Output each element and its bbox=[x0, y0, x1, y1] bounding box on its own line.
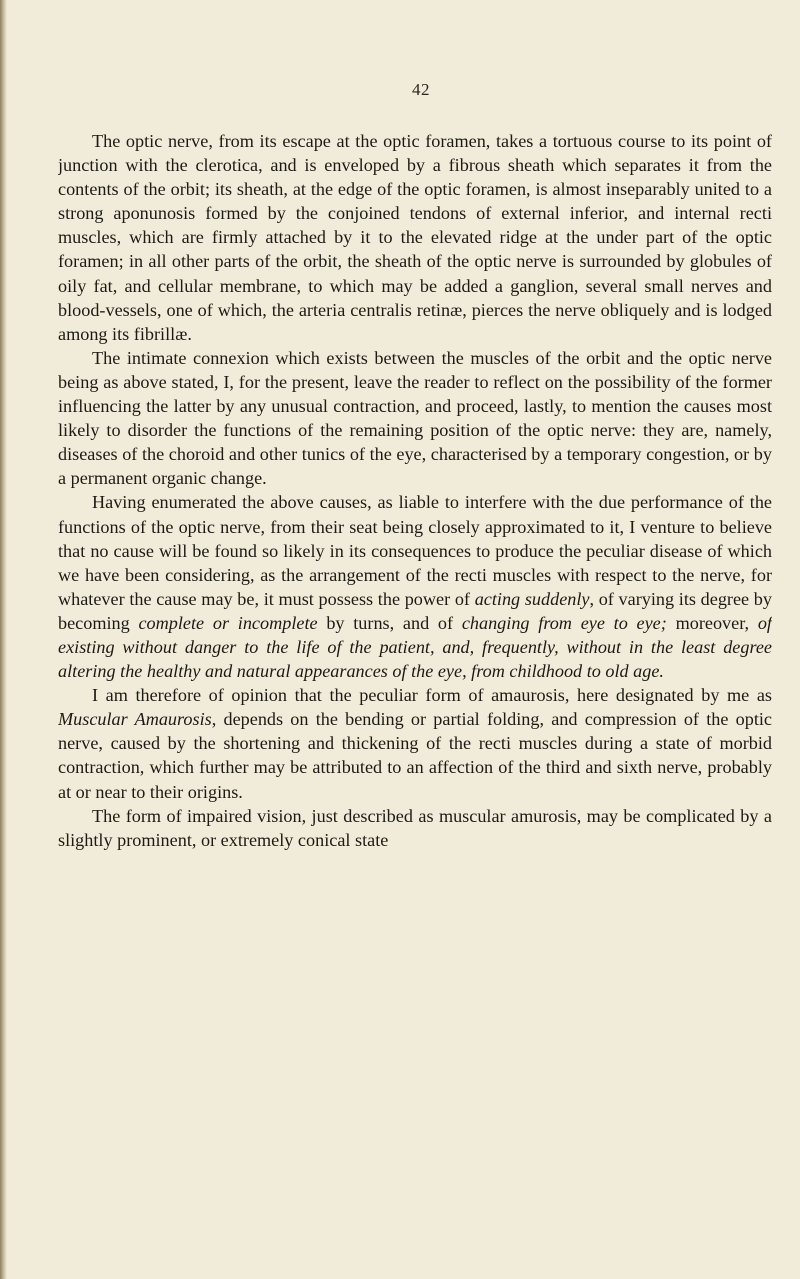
paragraph bbox=[58, 346, 772, 491]
paragraph bbox=[58, 490, 772, 683]
italic-span: of existing without danger to the life of the patient, and, frequently, without in the least degree altering the healthy and natural appearances of the eye, from childhood to old age. bbox=[58, 612, 772, 682]
text-span: I am therefore of opinion that the peculiar form of amaurosis, here designated by me as bbox=[92, 685, 772, 706]
italic-span: changing from eye to eye; bbox=[461, 612, 667, 633]
text-span: The form of impaired vision, just described as muscular amurosis, may be complicated by a slightly prominent, or extremely conical state bbox=[58, 805, 772, 850]
italic-span: Muscular Amaurosis bbox=[58, 709, 212, 730]
body-text bbox=[58, 129, 772, 852]
paragraph bbox=[58, 683, 772, 803]
text-span: moreover, bbox=[666, 612, 758, 633]
text-span: , of varying its degree by becoming bbox=[58, 588, 772, 633]
paragraph bbox=[58, 129, 772, 346]
text-span: The optic nerve, from its escape at the optic foramen, takes a tortuous course to its point of junction with the clerotica, and is enveloped by a fibrous sheath which separates it from the contents of the orbit; its sheath, at the edge of the optic foramen, is almost inseparably united to a strong aponunosis formed by the conjoined tendons of external inferior, and internal recti muscles, which are firmly attached by it to the elevated ridge at the under part of the optic foramen; in all other parts of the orbit, the sheath of the optic nerve is surrounded by globules of oily fat, and cellular membrane, to which may be added a ganglion, several small nerves and blood-vessels, one of which, the arteria centralis retinæ, pierces the nerve obliquely and is lodged among its fibrillæ. bbox=[58, 131, 772, 344]
page-body bbox=[58, 80, 772, 1260]
page-binding-edge bbox=[0, 0, 7, 1279]
text-span: The intimate connexion which exists between the muscles of the orbit and the optic nerve being as above stated, I, for the present, leave the reader to reflect on the possibility of the former influencing the latter by any unusual contraction, and proceed, lastly, to mention the causes most likely to disorder the functions of the remaining position of the optic nerve: they are, namely, diseases of the choroid and other tunics of the eye, characterised by a temporary congestion, or by a permanent organic change. bbox=[58, 347, 772, 489]
text-span: by turns, and of bbox=[317, 612, 462, 633]
text-span: , depends on the bending or partial folding, and compression of the optic nerve, caused by the shortening and thickening of the recti muscles during a state of morbid contraction, which further may be attributed to an affection of the third and sixth nerve, probably at or near to their origins. bbox=[58, 709, 772, 802]
page-number: 42 bbox=[412, 80, 430, 99]
italic-span: complete or incomplete bbox=[138, 612, 318, 633]
text-span: Having enumerated the above causes, as liable to interfere with the due performance of the functions of the optic nerve, from their seat being closely approximated to it, I venture to believe that no cause will be found so likely in its consequences to produce the peculiar disease of which we have been considering, as the arrangement of the recti muscles with respect to the nerve, for whatever the cause may be, it must possess the power of bbox=[58, 492, 772, 609]
paragraph bbox=[58, 804, 772, 852]
italic-span: acting suddenly bbox=[474, 588, 590, 609]
